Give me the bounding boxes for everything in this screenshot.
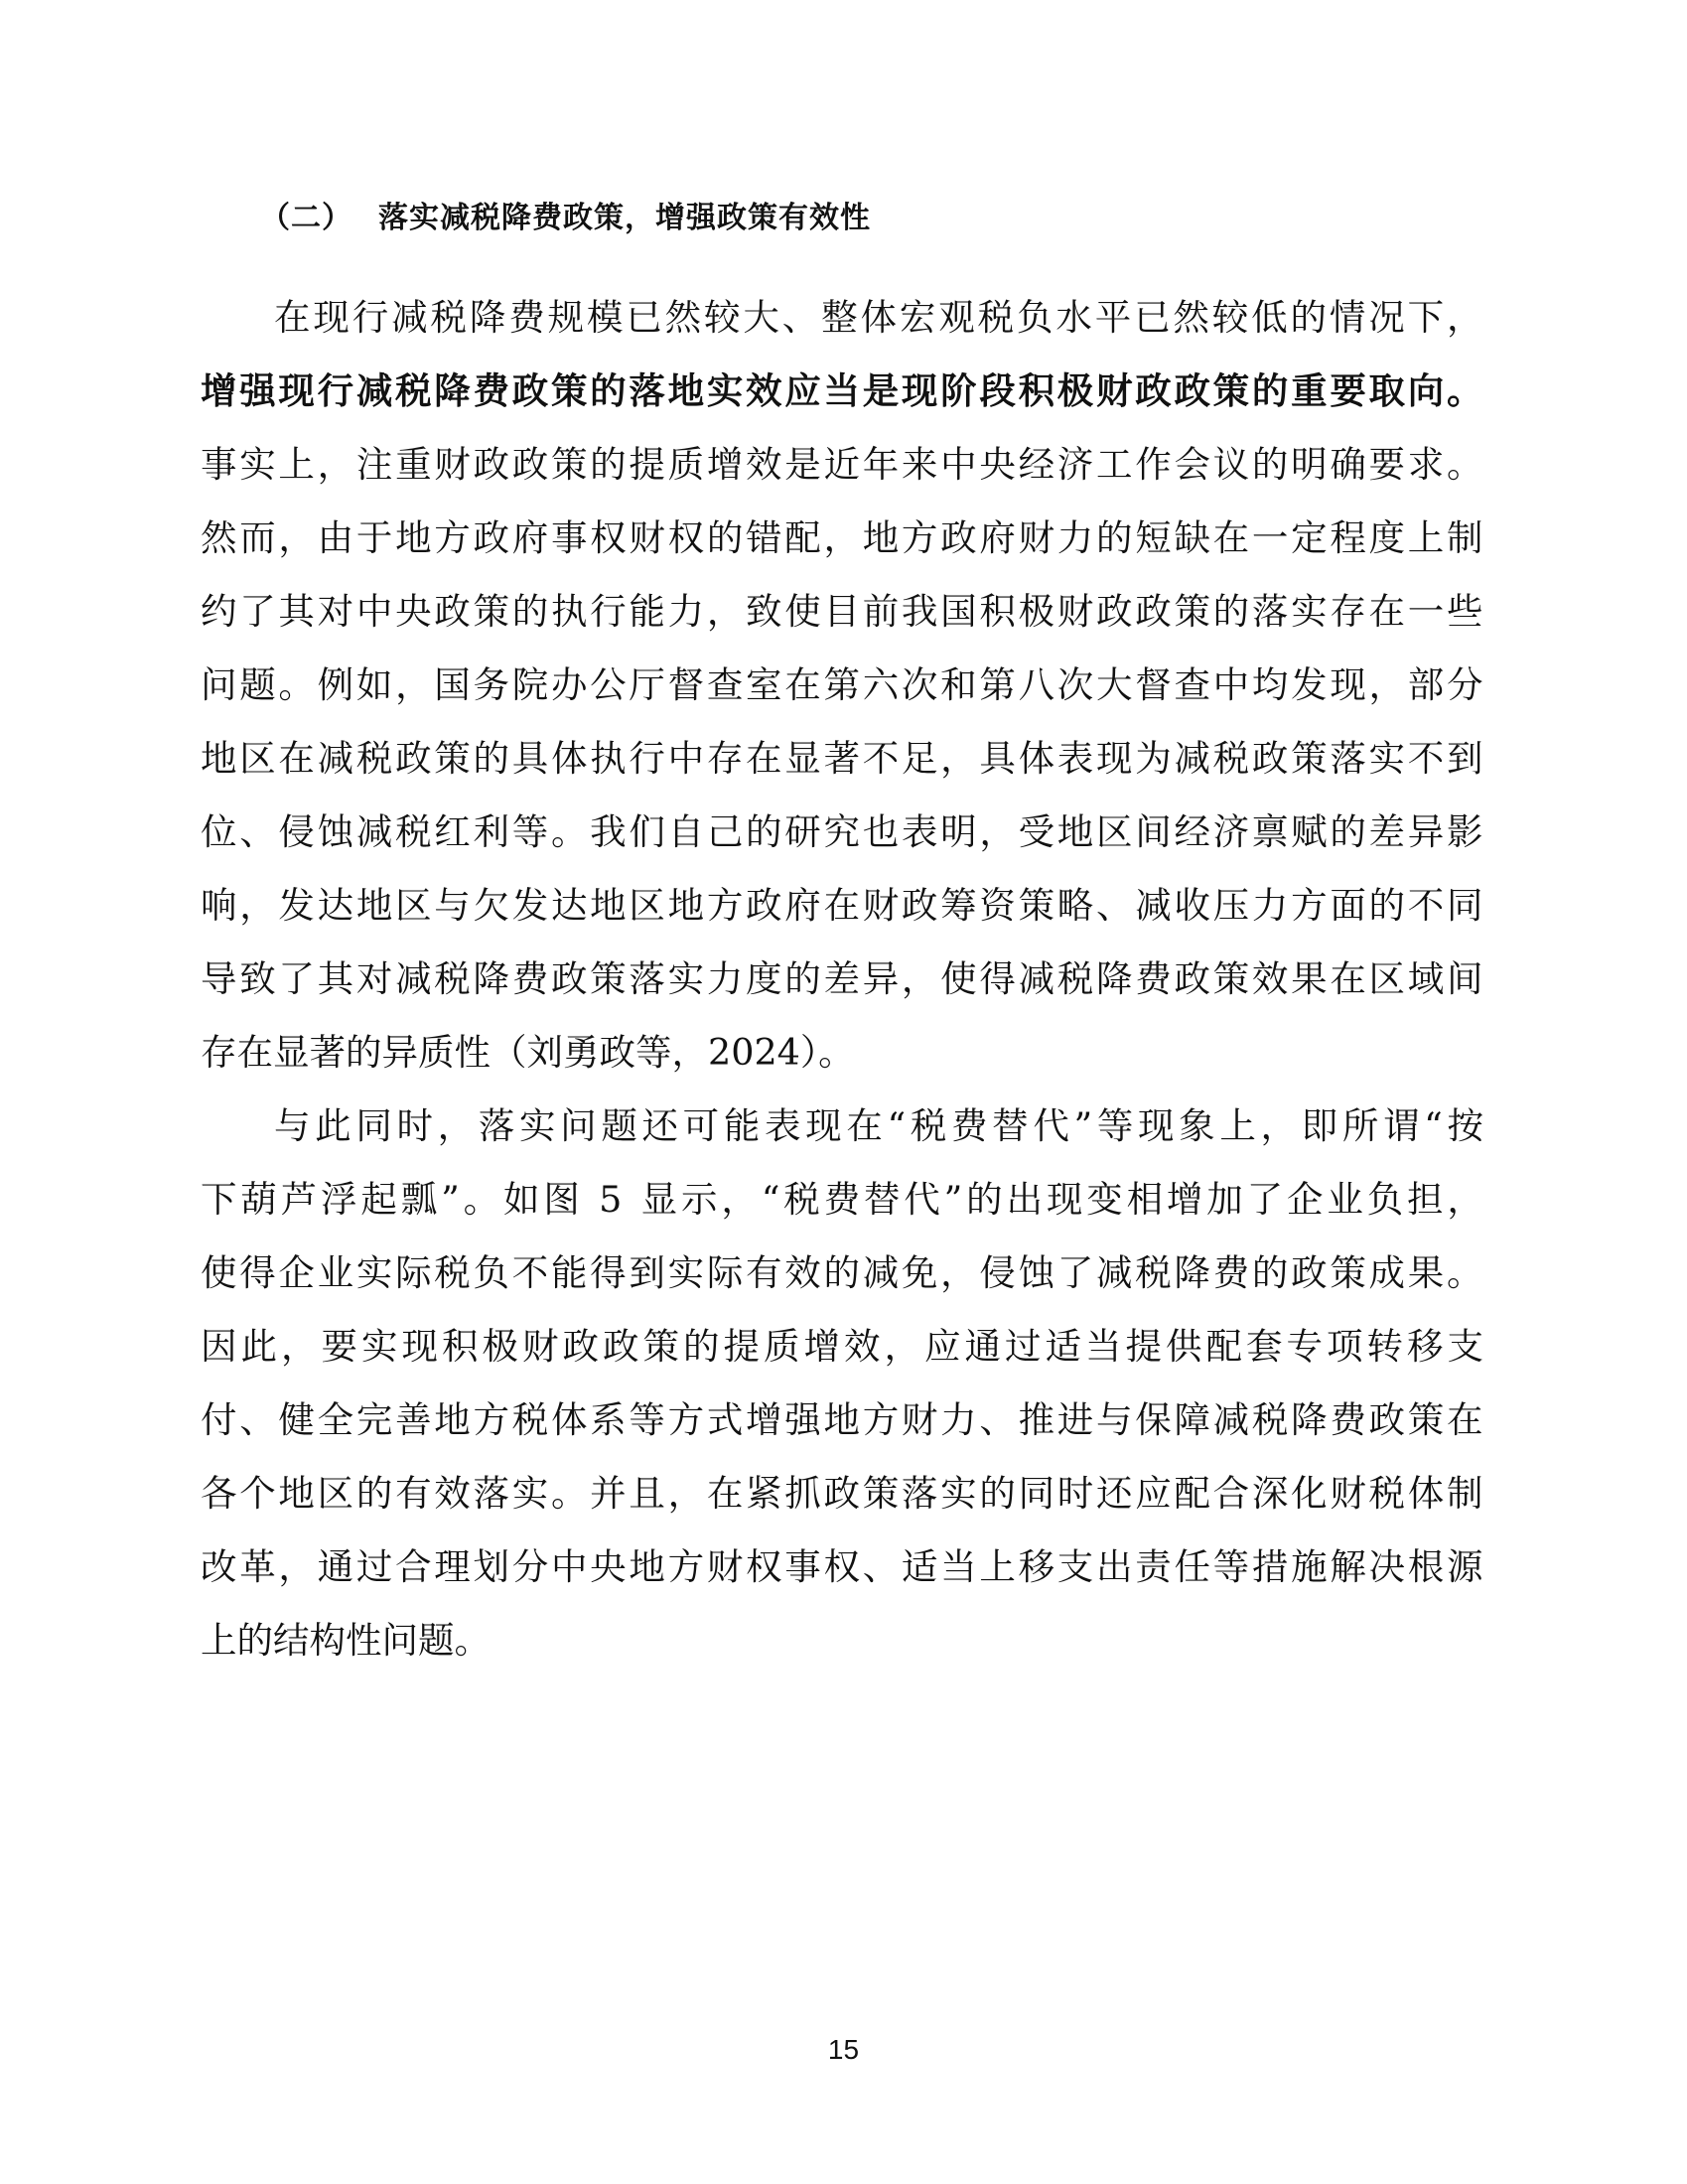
paragraph-line: 问题。例如，国务院办公厅督查室在第六次和第八次大督查中均发现，部分 <box>201 663 1486 706</box>
paragraph-line: 付、健全完善地方税体系等方式增强地方财力、推进与保障减税降费政策在 <box>201 1398 1486 1441</box>
paragraph-line: 各个地区的有效落实。并且，在紧抓政策落实的同时还应配合深化财税体制 <box>201 1472 1486 1515</box>
paragraph-line: 因此，要实现积极财政政策的提质增效，应通过适当提供配套专项转移支 <box>201 1325 1487 1368</box>
paragraph-line: 约了其对中央政策的执行能力，致使目前我国积极财政政策的落实存在一些 <box>201 590 1486 633</box>
section-title: 落实减税降费政策，增强政策有效性 <box>378 201 871 235</box>
paragraph-line: 然而，由于地方政府事权财权的错配，地方政府财力的短缺在一定程度上制 <box>201 516 1486 559</box>
paragraph-line: 与此同时，落实问题还可能表现在“税费替代”等现象上，即所谓“按 <box>274 1104 1488 1147</box>
paragraph-line: 位、侵蚀减税红利等。我们自己的研究也表明，受地区间经济禀赋的差异影 <box>201 810 1486 853</box>
page-number: 15 <box>827 2034 860 2065</box>
paragraph-line: 导致了其对减税降费政策落实力度的差异，使得减税降费政策效果在区域间 <box>201 957 1486 1000</box>
paragraph-line-emphasis: 增强现行减税降费政策的落地实效应当是现阶段积极财政政策的重要取向。 <box>201 369 1486 412</box>
section-number: （二） <box>260 201 352 235</box>
paragraph-line: 地区在减税政策的具体执行中存在显著不足，具体表现为减税政策落实不到 <box>201 737 1486 780</box>
paragraph-line: 改革，通过合理划分中央地方财权事权、适当上移支出责任等措施解决根源 <box>201 1545 1486 1588</box>
paragraph-line: 下葫芦浮起瓢”。如图 5 显示，“税费替代”的出现变相增加了企业负担， <box>201 1178 1487 1221</box>
section-heading <box>260 195 871 242</box>
paragraph-line: 响，发达地区与欠发达地区地方政府在财政筹资策略、减收压力方面的不同 <box>201 884 1486 927</box>
paragraph-line: 事实上，注重财政政策的提质增效是近年来中央经济工作会议的明确要求。 <box>201 443 1486 486</box>
paragraph-line: 存在显著的异质性（刘勇政等，2024）。 <box>201 1031 855 1074</box>
paragraph-line: 在现行减税降费规模已然较大、整体宏观税负水平已然较低的情况下， <box>274 296 1486 339</box>
paragraph-line: 使得企业实际税负不能得到实际有效的减免，侵蚀了减税降费的政策成果。 <box>201 1251 1486 1294</box>
paragraph-line: 上的结构性问题。 <box>201 1619 491 1662</box>
